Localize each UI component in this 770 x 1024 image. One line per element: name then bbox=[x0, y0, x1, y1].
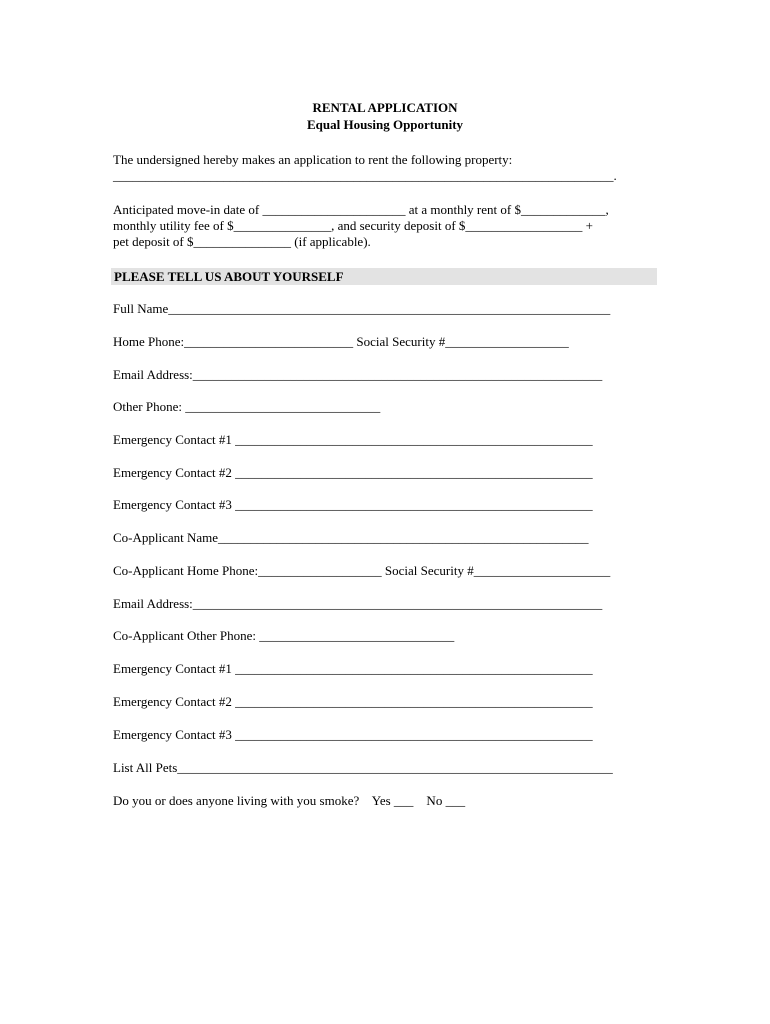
document-subtitle: Equal Housing Opportunity bbox=[306, 117, 464, 132]
emergency-contact-1-field[interactable]: Emergency Contact #1 _______________________________________________________ bbox=[113, 432, 593, 447]
intro-text: The undersigned hereby makes an application to rent the following property: bbox=[113, 152, 513, 167]
section-title: PLEASE TELL US ABOUT YOURSELF bbox=[114, 269, 344, 284]
other-phone-field[interactable]: Other Phone: ______________________________ bbox=[113, 399, 381, 414]
section-header-bar bbox=[111, 268, 657, 285]
co-applicant-emergency-contact-3-field[interactable]: Emergency Contact #3 _______________________________________________________ bbox=[113, 727, 593, 742]
co-applicant-emergency-contact-1-field[interactable]: Emergency Contact #1 _______________________________________________________ bbox=[113, 661, 593, 676]
pet-deposit-field[interactable]: pet deposit of $_______________ (if applicable). bbox=[113, 234, 371, 249]
emergency-contact-2-field[interactable]: Emergency Contact #2 _______________________________________________________ bbox=[113, 465, 593, 480]
move-in-rent-field[interactable]: Anticipated move-in date of ______________________ at a monthly rent of $_____________, bbox=[113, 202, 609, 217]
smoking-question-field[interactable]: Do you or does anyone living with you smoke? Yes ___ No ___ bbox=[113, 793, 466, 808]
document-title: RENTAL APPLICATION bbox=[312, 100, 458, 115]
co-applicant-other-phone-field[interactable]: Co-Applicant Other Phone: ______________________________ bbox=[113, 628, 455, 643]
email-field[interactable]: Email Address:_______________________________________________________________ bbox=[113, 367, 603, 382]
utility-security-field[interactable]: monthly utility fee of $_______________, and security deposit of $__________________ + bbox=[113, 218, 593, 233]
co-applicant-email-field[interactable]: Email Address:_______________________________________________________________ bbox=[113, 596, 603, 611]
property-address-field[interactable]: _____________________________________________________________________________. bbox=[113, 168, 617, 183]
full-name-field[interactable]: Full Name____________________________________________________________________ bbox=[113, 301, 611, 316]
pets-field[interactable]: List All Pets___________________________________________________________________ bbox=[113, 760, 613, 775]
co-applicant-phone-ssn-field[interactable]: Co-Applicant Home Phone:___________________ Social Security #_____________________ bbox=[113, 563, 611, 578]
emergency-contact-3-field[interactable]: Emergency Contact #3 _______________________________________________________ bbox=[113, 497, 593, 512]
home-phone-ssn-field[interactable]: Home Phone:__________________________ Social Security #___________________ bbox=[113, 334, 569, 349]
co-applicant-emergency-contact-2-field[interactable]: Emergency Contact #2 _______________________________________________________ bbox=[113, 694, 593, 709]
co-applicant-name-field[interactable]: Co-Applicant Name_________________________________________________________ bbox=[113, 530, 589, 545]
